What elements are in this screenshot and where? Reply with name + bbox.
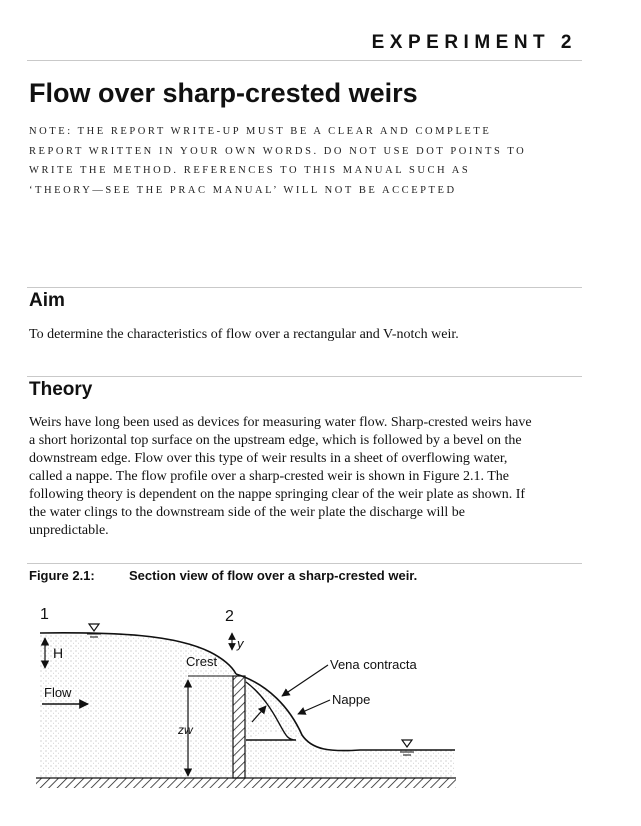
theory-line: a short horizontal top surface on the upstream edge, which is followed by a bevel on the xyxy=(29,433,522,448)
vena-contracta-pointer xyxy=(282,665,328,696)
downstream-water xyxy=(246,740,455,778)
header-divider xyxy=(27,60,582,61)
experiment-label: EXPERIMENT 2 xyxy=(371,32,577,53)
note-line: NOTE: THE REPORT WRITE-UP MUST BE A CLEAR AND COMPLETE xyxy=(29,126,492,137)
note-line: WRITE THE METHOD. REFERENCES TO THIS MANUAL SUCH AS xyxy=(29,165,471,176)
figure-label: Figure 2.1: xyxy=(29,568,95,583)
theory-line: called a nappe. The flow profile over a sharp-crested weir is shown in Figure 2.1. The xyxy=(29,469,509,484)
flow-label: Flow xyxy=(44,685,72,700)
figure-caption: Section view of flow over a sharp-crested weir. xyxy=(129,568,418,583)
theory-heading: Theory xyxy=(29,379,93,400)
channel-bed xyxy=(36,778,456,788)
nappe-label: Nappe xyxy=(332,692,371,707)
aim-heading: Aim xyxy=(29,290,65,311)
note-line: REPORT WRITTEN IN YOUR OWN WORDS. DO NOT USE DOT POINTS TO xyxy=(29,145,527,157)
theory-line: Weirs have long been used as devices for measuring water flow. Sharp-crested weirs have xyxy=(29,415,532,430)
theory-line: following theory is dependent on the nappe springing clear of the weir plate as shown. If xyxy=(29,487,526,502)
weir-diagram xyxy=(0,590,641,826)
note-line: ‘THEORY—SEE THE PRAC MANUAL’ WILL NOT BE ACCEPTED xyxy=(29,184,457,196)
theory-paragraph xyxy=(29,414,589,540)
theory-line: unpredictable. xyxy=(29,523,109,538)
head-label: H xyxy=(53,645,64,661)
aim-text xyxy=(29,326,459,344)
nappe-pointer xyxy=(298,700,330,714)
section-1-label: 1 xyxy=(40,606,49,623)
aim-divider xyxy=(27,287,582,288)
section-2-label: 2 xyxy=(225,608,234,625)
crest-label: Crest xyxy=(186,654,218,669)
theory-line: the water clings to the downstream side of the weir plate the discharge will be xyxy=(29,505,465,520)
vena-contracta-label: Vena contracta xyxy=(330,657,417,672)
zw-label: zw xyxy=(178,723,193,737)
theory-divider xyxy=(27,376,582,377)
page-title: Flow over sharp-crested weirs xyxy=(29,78,418,108)
aim-line: To determine the characteristics of flow over a rectangular and V-notch weir. xyxy=(29,327,459,342)
report-note xyxy=(29,122,589,200)
weir-plate xyxy=(233,676,245,778)
y-label: y xyxy=(237,636,244,651)
theory-line: downstream edge. Flow over this type of weir results in a sheet of overflowing water, xyxy=(29,451,508,466)
figure-divider xyxy=(27,563,582,564)
